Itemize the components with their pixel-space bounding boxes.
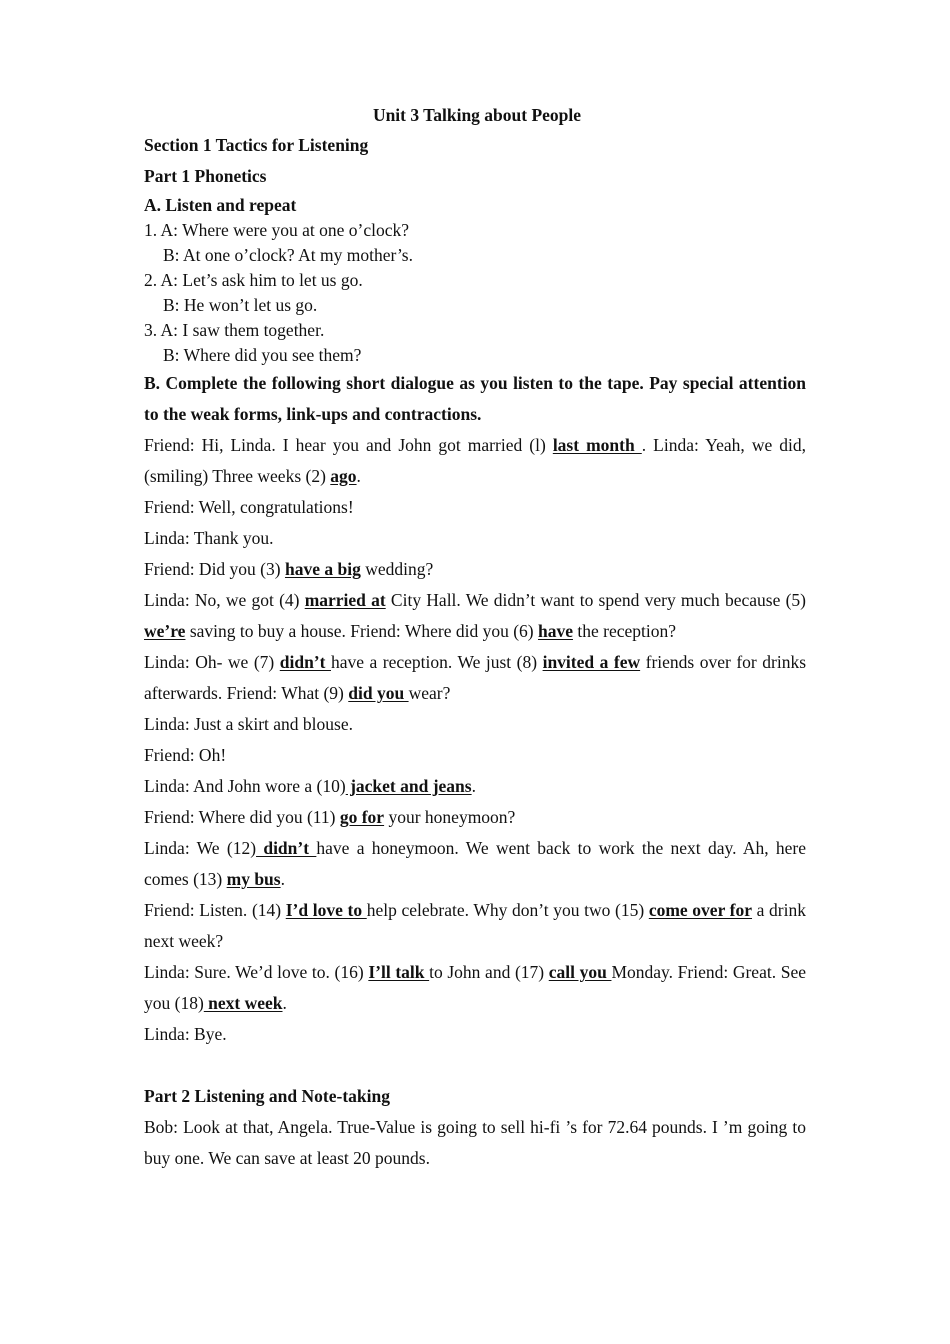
dialogue-line <box>144 585 806 647</box>
dialogue-line <box>144 647 806 709</box>
partA-line: B: At one o’clock? At my mother’s. <box>163 245 413 265</box>
answer-blank: next week <box>203 993 283 1013</box>
answer-blank: have <box>537 621 573 641</box>
part2-text: Bob: Look at that, Angela. True-Value is going to sell hi-fi ’s for 72.64 pounds. I ’m going to buy one. We can save at least 20 pounds. <box>144 1117 806 1168</box>
dialogue-line: Linda: Thank you. <box>144 528 274 548</box>
dialogue-text: to John and (17) <box>429 962 549 982</box>
dialogue-line <box>144 430 806 492</box>
dialogue-text: wear? <box>408 683 451 703</box>
partA-heading: A. Listen and repeat <box>144 195 297 215</box>
dialogue-line <box>144 771 806 802</box>
dialogue-line <box>144 895 806 957</box>
dialogue-text: help celebrate. Why don’t you two (15) <box>366 900 649 920</box>
dialogue-line <box>144 802 806 833</box>
answer-blank: jacket and jeans <box>345 776 472 796</box>
spacer <box>144 1050 806 1081</box>
dialogue-text: City Hall. We didn’t want to spend very much because (5) <box>385 590 806 610</box>
dialogue-text: a drink next week? <box>144 900 806 951</box>
answer-blank: ago <box>330 466 357 486</box>
answer-blank: go for <box>339 807 385 827</box>
answer-blank: my bus <box>226 869 281 889</box>
answer-blank: did you <box>348 683 409 703</box>
dialogue-line: Friend: Well, congratulations! <box>144 497 354 517</box>
dialogue-line: Linda: Just a skirt and blouse. <box>144 714 354 734</box>
answer-blank: we’re <box>144 621 186 641</box>
answer-blank: I’d love to <box>285 900 367 920</box>
partA-line: 3. A: I saw them together. <box>144 320 325 340</box>
dialogue-line: Friend: Oh! <box>144 745 227 765</box>
partA-line: 2. A: Let’s ask him to let us go. <box>144 270 363 290</box>
dialogue-text: Monday. Friend: Great. See you (18) <box>144 962 806 1013</box>
dialogue-text: Friend: Hi, Linda. I hear you and John got married (l) <box>144 435 553 455</box>
section-heading: Section 1 Tactics for Listening <box>144 135 369 155</box>
dialogue-text: . <box>282 993 287 1013</box>
partA-line: B: Where did you see them? <box>163 345 362 365</box>
partA-line: B: He won’t let us go. <box>163 295 318 315</box>
page-title: Unit 3 Talking about People <box>372 105 582 125</box>
dialogue-text: the reception? <box>572 621 676 641</box>
answer-blank: didn’t <box>256 838 317 858</box>
dialogue-text: have a honeymoon. We went back to work the next day. Ah, here comes (13) <box>144 838 807 889</box>
partA-line: 1. A: Where were you at one o’clock? <box>144 220 409 240</box>
dialogue-text: Linda: No, we got (4) <box>144 590 305 610</box>
answer-blank: come over for <box>648 900 753 920</box>
answer-blank: last month <box>552 435 642 455</box>
dialogue-text: . <box>280 869 285 889</box>
answer-blank: call you <box>548 962 612 982</box>
dialogue-text: wedding? <box>360 559 434 579</box>
document-page <box>144 100 806 1174</box>
answer-blank: I’ll talk <box>368 962 430 982</box>
dialogue-line <box>144 833 806 895</box>
dialogue-text: have a reception. We just (8) <box>330 652 543 672</box>
dialogue-text: Linda: Sure. We’d love to. (16) <box>144 962 369 982</box>
dialogue-text: Friend: Where did you (11) <box>144 807 340 827</box>
dialogue-text: your honeymoon? <box>384 807 516 827</box>
partB-heading: B. Complete the following short dialogue as you listen to the tape. Pay special attention to the weak forms, link-ups and contractions. <box>144 373 806 424</box>
dialogue-text: saving to buy a house. Friend: Where did you (6) <box>185 621 538 641</box>
answer-blank: have a big <box>284 559 361 579</box>
dialogue-line <box>144 554 806 585</box>
dialogue-text: friends over for drinks afterwards. Friend: What (9) <box>144 652 806 703</box>
dialogue-text: . Linda: Yeah, we did, (smiling) Three weeks (2) <box>144 435 806 486</box>
part1-heading: Part 1 Phonetics <box>144 166 267 186</box>
answer-blank: didn’t <box>279 652 331 672</box>
part2-heading: Part 2 Listening and Note-taking <box>144 1086 390 1106</box>
dialogue-text: . <box>356 466 361 486</box>
answer-blank: married at <box>304 590 386 610</box>
answer-blank: invited a few <box>542 652 641 672</box>
dialogue-text: Friend: Listen. (14) <box>144 900 286 920</box>
dialogue-text: . <box>471 776 476 796</box>
dialogue-text: Linda: And John wore a (10) <box>144 776 346 796</box>
dialogue-line: Linda: Bye. <box>144 1024 227 1044</box>
dialogue-text: Linda: We (12) <box>144 838 257 858</box>
dialogue-text: Linda: Oh- we (7) <box>144 652 280 672</box>
dialogue-line <box>144 957 806 1019</box>
dialogue-text: Friend: Did you (3) <box>144 559 285 579</box>
